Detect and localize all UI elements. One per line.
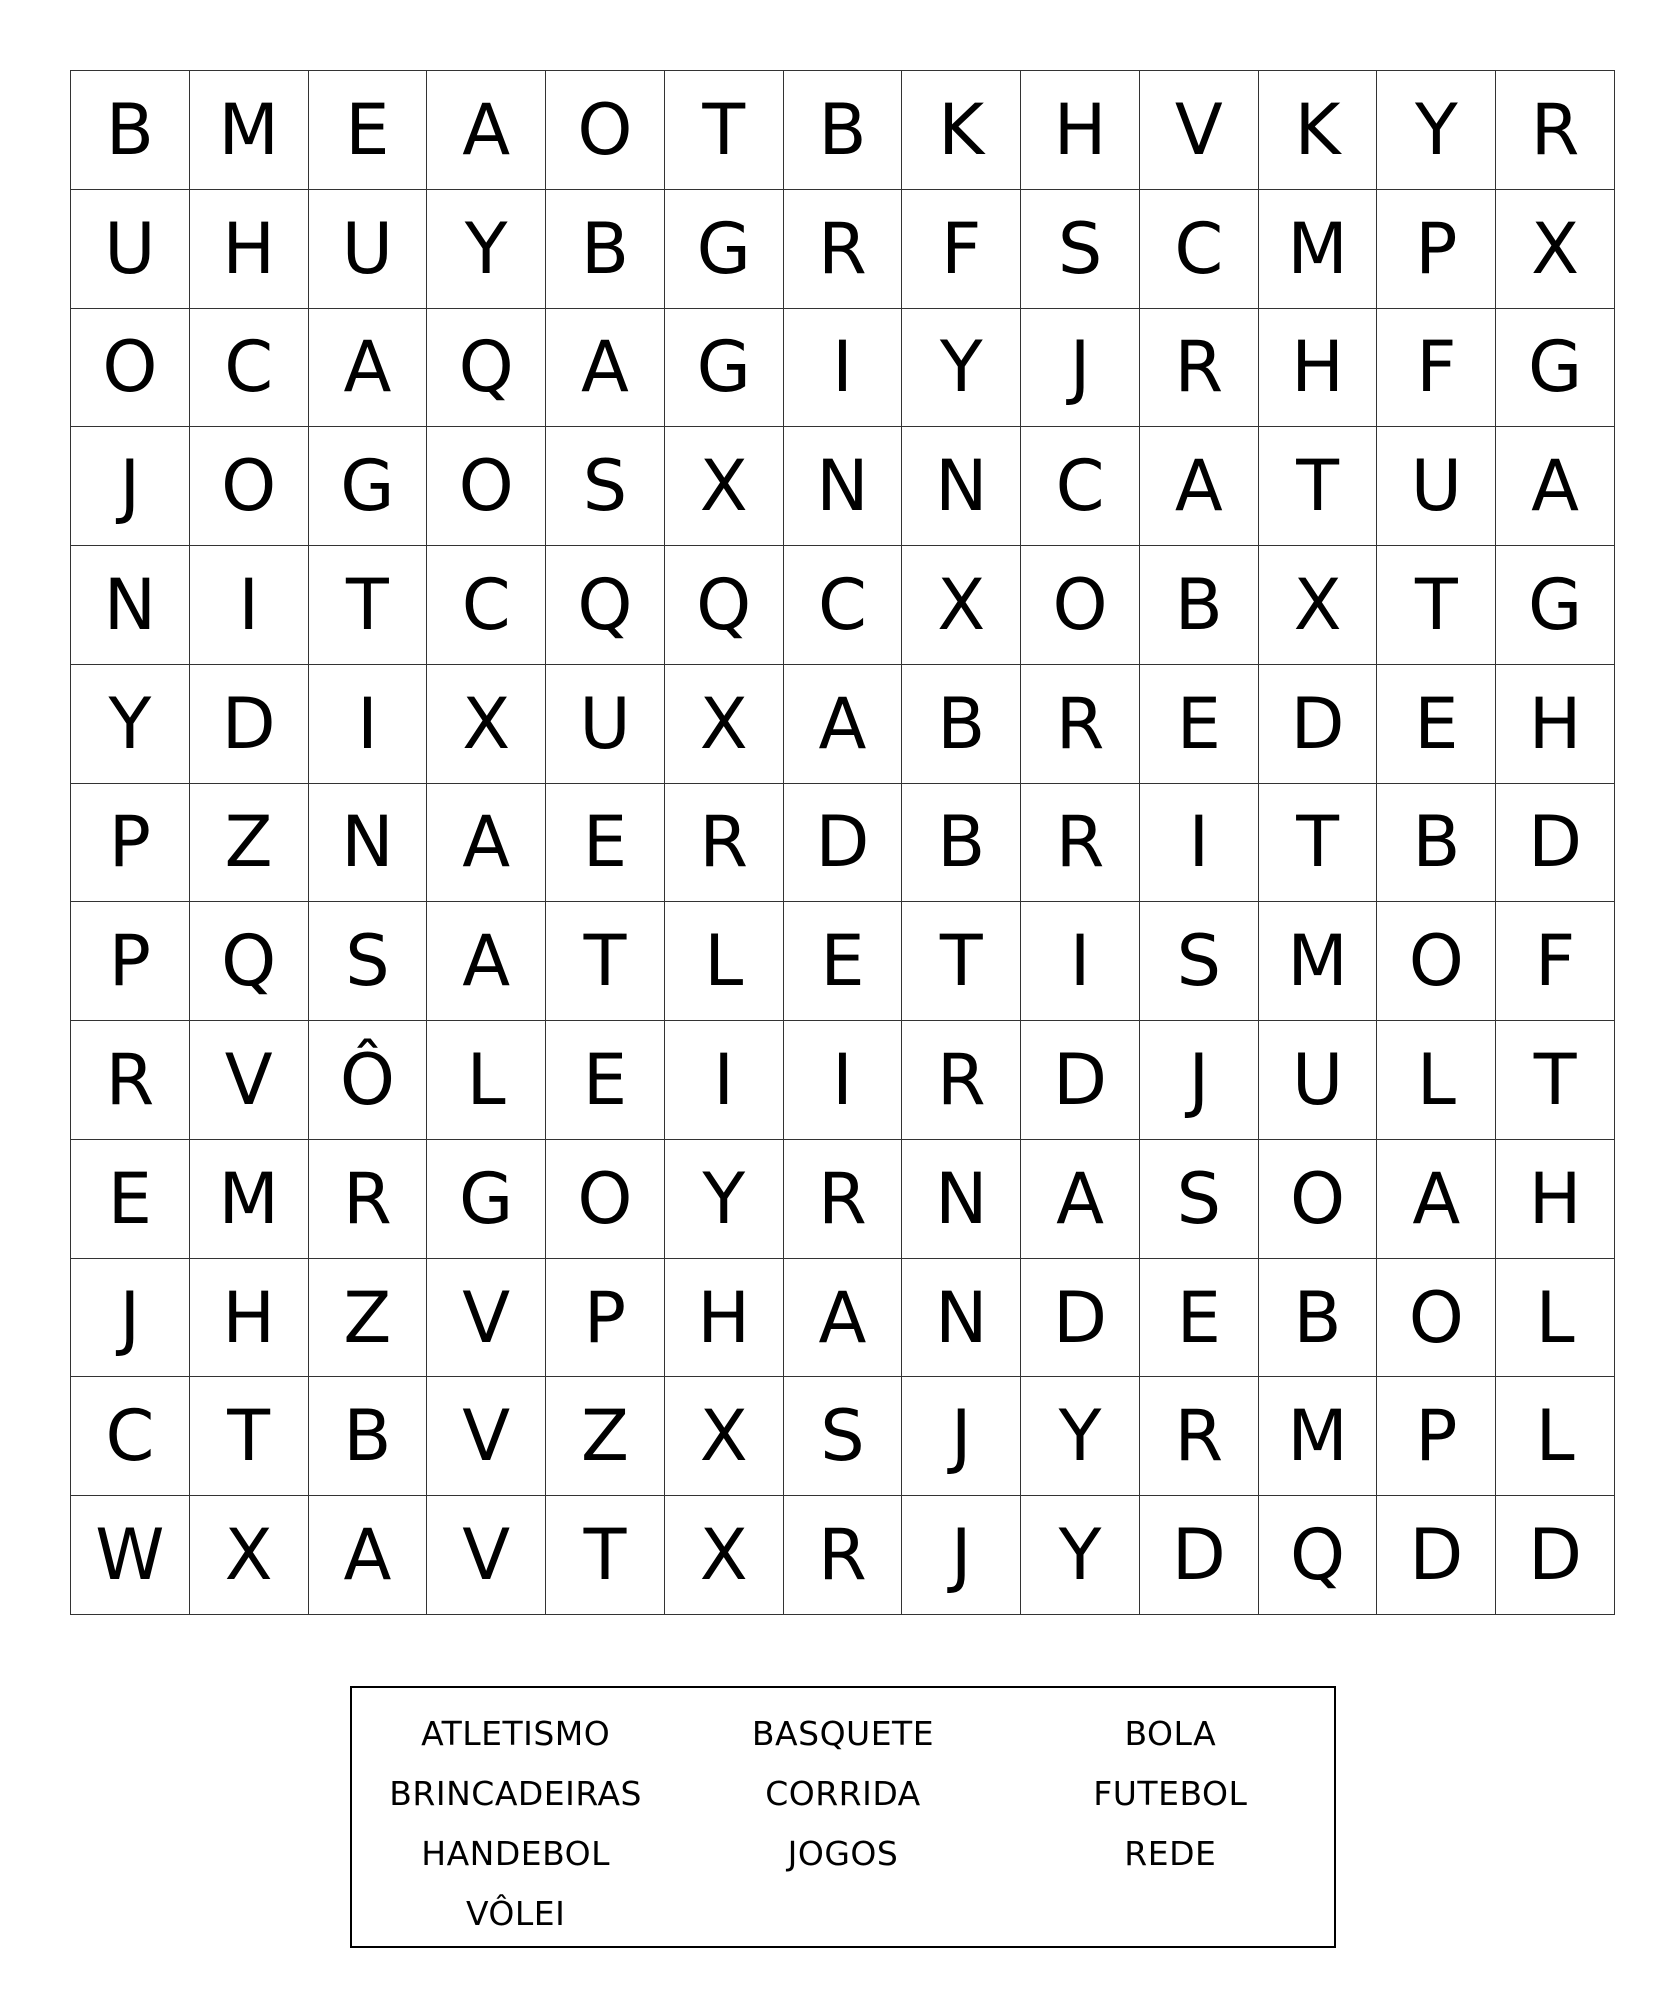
grid-cell[interactable]: O: [1259, 1140, 1378, 1259]
grid-cell[interactable]: G: [665, 309, 784, 428]
word-search-grid: [70, 70, 1615, 1615]
grid-cell[interactable]: M: [190, 71, 309, 190]
grid-cell[interactable]: E: [1140, 1259, 1259, 1378]
grid-cell[interactable]: C: [1021, 427, 1140, 546]
grid-cell[interactable]: Y: [1377, 71, 1496, 190]
grid-cell[interactable]: S: [1140, 902, 1259, 1021]
grid-cell[interactable]: H: [190, 190, 309, 309]
grid-cell[interactable]: R: [71, 1021, 190, 1140]
grid-cell[interactable]: A: [1140, 427, 1259, 546]
grid-cell[interactable]: Y: [1021, 1377, 1140, 1496]
grid-cell[interactable]: J: [902, 1496, 1021, 1615]
grid-cell[interactable]: H: [1259, 309, 1378, 428]
grid-cell[interactable]: A: [309, 309, 428, 428]
grid-cell[interactable]: D: [1496, 784, 1615, 903]
grid-cell[interactable]: U: [71, 190, 190, 309]
grid-cell[interactable]: E: [546, 784, 665, 903]
grid-cell[interactable]: O: [190, 427, 309, 546]
grid-cell[interactable]: O: [546, 71, 665, 190]
word-list-box: [350, 1686, 1336, 1948]
grid-cell[interactable]: R: [309, 1140, 428, 1259]
grid-cell[interactable]: T: [1259, 784, 1378, 903]
grid-cell[interactable]: E: [71, 1140, 190, 1259]
word-list-item: CORRIDA: [765, 1774, 921, 1813]
grid-cell[interactable]: N: [309, 784, 428, 903]
grid-cell[interactable]: X: [665, 665, 784, 784]
grid-cell[interactable]: O: [427, 427, 546, 546]
grid-cell[interactable]: E: [546, 1021, 665, 1140]
grid-cell[interactable]: X: [427, 665, 546, 784]
grid-cell[interactable]: H: [1496, 1140, 1615, 1259]
grid-cell[interactable]: Q: [1259, 1496, 1378, 1615]
grid-cell[interactable]: K: [902, 71, 1021, 190]
grid-cell[interactable]: X: [190, 1496, 309, 1615]
grid-cell[interactable]: P: [1377, 1377, 1496, 1496]
grid-cell[interactable]: T: [309, 546, 428, 665]
grid-cell[interactable]: E: [1140, 665, 1259, 784]
grid-cell[interactable]: R: [1496, 71, 1615, 190]
grid-cell[interactable]: D: [1021, 1021, 1140, 1140]
grid-cell[interactable]: H: [665, 1259, 784, 1378]
grid-cell[interactable]: R: [1140, 1377, 1259, 1496]
word-list-item: BOLA: [1124, 1714, 1217, 1753]
grid-cell[interactable]: T: [1259, 427, 1378, 546]
grid-cell[interactable]: B: [1377, 784, 1496, 903]
grid-cell[interactable]: J: [902, 1377, 1021, 1496]
grid-cell[interactable]: U: [309, 190, 428, 309]
grid-cell[interactable]: B: [1140, 546, 1259, 665]
grid-cell[interactable]: P: [71, 902, 190, 1021]
grid-cell[interactable]: I: [190, 546, 309, 665]
grid-cell[interactable]: D: [784, 784, 903, 903]
grid-cell[interactable]: G: [665, 190, 784, 309]
grid-cell[interactable]: I: [784, 309, 903, 428]
grid-cell[interactable]: U: [546, 665, 665, 784]
word-list-item: BASQUETE: [751, 1714, 935, 1753]
grid-cell[interactable]: O: [1377, 902, 1496, 1021]
grid-cell[interactable]: T: [546, 902, 665, 1021]
grid-cell[interactable]: E: [1377, 665, 1496, 784]
grid-cell[interactable]: M: [190, 1140, 309, 1259]
grid-cell[interactable]: V: [427, 1496, 546, 1615]
grid-cell[interactable]: Y: [902, 309, 1021, 428]
grid-cell[interactable]: C: [784, 546, 903, 665]
grid-cell[interactable]: C: [1140, 190, 1259, 309]
grid-cell[interactable]: K: [1259, 71, 1378, 190]
grid-cell[interactable]: R: [1021, 665, 1140, 784]
grid-cell[interactable]: J: [1021, 309, 1140, 428]
grid-cell[interactable]: B: [784, 71, 903, 190]
grid-cell[interactable]: V: [427, 1377, 546, 1496]
grid-cell[interactable]: C: [427, 546, 546, 665]
grid-cell[interactable]: V: [190, 1021, 309, 1140]
grid-cell[interactable]: G: [427, 1140, 546, 1259]
grid-cell[interactable]: G: [1496, 309, 1615, 428]
grid-cell[interactable]: R: [784, 1140, 903, 1259]
grid-cell[interactable]: R: [665, 784, 784, 903]
grid-cell[interactable]: Z: [546, 1377, 665, 1496]
grid-cell[interactable]: F: [1496, 902, 1615, 1021]
grid-cell[interactable]: A: [1496, 427, 1615, 546]
grid-cell[interactable]: A: [1377, 1140, 1496, 1259]
grid-cell[interactable]: D: [190, 665, 309, 784]
grid-cell[interactable]: M: [1259, 902, 1378, 1021]
grid-cell[interactable]: T: [1377, 546, 1496, 665]
grid-cell[interactable]: I: [665, 1021, 784, 1140]
grid-cell[interactable]: J: [71, 1259, 190, 1378]
grid-cell[interactable]: I: [309, 665, 428, 784]
grid-cell[interactable]: U: [1377, 427, 1496, 546]
grid-cell[interactable]: X: [665, 427, 784, 546]
grid-cell[interactable]: G: [1496, 546, 1615, 665]
grid-cell[interactable]: T: [546, 1496, 665, 1615]
grid-cell[interactable]: B: [1259, 1259, 1378, 1378]
grid-cell[interactable]: S: [1021, 190, 1140, 309]
grid-cell[interactable]: L: [1496, 1377, 1615, 1496]
grid-cell[interactable]: Y: [665, 1140, 784, 1259]
grid-cell[interactable]: A: [546, 309, 665, 428]
grid-cell[interactable]: N: [902, 427, 1021, 546]
grid-cell[interactable]: B: [902, 665, 1021, 784]
grid-cell[interactable]: Q: [190, 902, 309, 1021]
grid-cell[interactable]: Z: [309, 1259, 428, 1378]
grid-cell[interactable]: F: [1377, 309, 1496, 428]
grid-cell[interactable]: W: [71, 1496, 190, 1615]
grid-cell[interactable]: X: [1496, 190, 1615, 309]
grid-cell[interactable]: N: [902, 1140, 1021, 1259]
grid-cell[interactable]: L: [427, 1021, 546, 1140]
grid-cell[interactable]: A: [427, 784, 546, 903]
grid-cell[interactable]: J: [71, 427, 190, 546]
grid-cell[interactable]: B: [309, 1377, 428, 1496]
grid-cell[interactable]: B: [902, 784, 1021, 903]
grid-cell[interactable]: C: [71, 1377, 190, 1496]
grid-cell[interactable]: T: [1496, 1021, 1615, 1140]
grid-cell[interactable]: D: [1377, 1496, 1496, 1615]
grid-cell[interactable]: A: [1021, 1140, 1140, 1259]
grid-cell[interactable]: H: [1021, 71, 1140, 190]
grid-cell[interactable]: Q: [665, 546, 784, 665]
grid-cell[interactable]: S: [784, 1377, 903, 1496]
grid-cell[interactable]: M: [1259, 1377, 1378, 1496]
grid-cell[interactable]: I: [1021, 902, 1140, 1021]
grid-cell[interactable]: R: [1140, 309, 1259, 428]
grid-cell[interactable]: I: [1140, 784, 1259, 903]
grid-cell[interactable]: N: [71, 546, 190, 665]
grid-cell[interactable]: S: [1140, 1140, 1259, 1259]
grid-cell[interactable]: E: [309, 71, 428, 190]
grid-cell[interactable]: Q: [546, 546, 665, 665]
grid-cell[interactable]: H: [190, 1259, 309, 1378]
grid-cell[interactable]: I: [784, 1021, 903, 1140]
word-list-item: ATLETISMO: [421, 1714, 611, 1753]
grid-cell[interactable]: D: [1021, 1259, 1140, 1378]
grid-cell[interactable]: V: [427, 1259, 546, 1378]
grid-cell[interactable]: U: [1259, 1021, 1378, 1140]
grid-cell[interactable]: Ô: [309, 1021, 428, 1140]
grid-cell[interactable]: O: [1021, 546, 1140, 665]
grid-cell[interactable]: P: [71, 784, 190, 903]
word-list-item: REDE: [1124, 1834, 1217, 1873]
grid-cell[interactable]: A: [427, 71, 546, 190]
grid-cell[interactable]: T: [190, 1377, 309, 1496]
grid-cell[interactable]: A: [427, 902, 546, 1021]
word-list: [352, 1704, 1334, 1944]
grid-cell[interactable]: B: [71, 71, 190, 190]
grid-cell[interactable]: C: [190, 309, 309, 428]
grid-cell[interactable]: S: [309, 902, 428, 1021]
grid-cell[interactable]: Y: [427, 190, 546, 309]
word-list-item: HANDEBOL: [421, 1834, 611, 1873]
grid-cell[interactable]: R: [902, 1021, 1021, 1140]
grid-cell[interactable]: S: [546, 427, 665, 546]
grid-cell[interactable]: X: [665, 1377, 784, 1496]
grid-cell[interactable]: J: [1140, 1021, 1259, 1140]
grid-cell[interactable]: X: [902, 546, 1021, 665]
grid-cell[interactable]: L: [1496, 1259, 1615, 1378]
grid-cell[interactable]: D: [1140, 1496, 1259, 1615]
grid-cell[interactable]: Z: [190, 784, 309, 903]
word-list-item: VÔLEI: [465, 1894, 566, 1933]
grid-cell[interactable]: N: [784, 427, 903, 546]
grid-cell[interactable]: D: [1496, 1496, 1615, 1615]
grid-cell[interactable]: O: [1377, 1259, 1496, 1378]
word-list-item: FUTEBOL: [1093, 1774, 1248, 1813]
grid-cell[interactable]: X: [665, 1496, 784, 1615]
grid-cell[interactable]: R: [784, 190, 903, 309]
grid-cell[interactable]: B: [546, 190, 665, 309]
grid-cell[interactable]: L: [665, 902, 784, 1021]
grid-cell[interactable]: A: [784, 1259, 903, 1378]
grid-cell[interactable]: E: [784, 902, 903, 1021]
grid-cell[interactable]: H: [1496, 665, 1615, 784]
grid-cell[interactable]: T: [902, 902, 1021, 1021]
word-list-item: JOGOS: [787, 1834, 899, 1873]
grid-cell[interactable]: O: [71, 309, 190, 428]
grid-cell[interactable]: O: [546, 1140, 665, 1259]
grid-cell[interactable]: A: [309, 1496, 428, 1615]
word-list-item: BRINCADEIRAS: [389, 1774, 643, 1813]
grid-cell[interactable]: Q: [427, 309, 546, 428]
grid-cell[interactable]: L: [1377, 1021, 1496, 1140]
grid-cell[interactable]: Y: [71, 665, 190, 784]
grid-cell[interactable]: R: [784, 1496, 903, 1615]
grid-cell[interactable]: A: [784, 665, 903, 784]
grid-cell[interactable]: D: [1259, 665, 1378, 784]
grid-cell[interactable]: G: [309, 427, 428, 546]
grid-cell[interactable]: F: [902, 190, 1021, 309]
grid-cell[interactable]: V: [1140, 71, 1259, 190]
grid-cell[interactable]: P: [546, 1259, 665, 1378]
grid-cell[interactable]: Y: [1021, 1496, 1140, 1615]
grid-cell[interactable]: R: [1021, 784, 1140, 903]
grid-cell[interactable]: T: [665, 71, 784, 190]
grid-cell[interactable]: M: [1259, 190, 1378, 309]
grid-cell[interactable]: N: [902, 1259, 1021, 1378]
grid-cell[interactable]: P: [1377, 190, 1496, 309]
grid-cell[interactable]: X: [1259, 546, 1378, 665]
